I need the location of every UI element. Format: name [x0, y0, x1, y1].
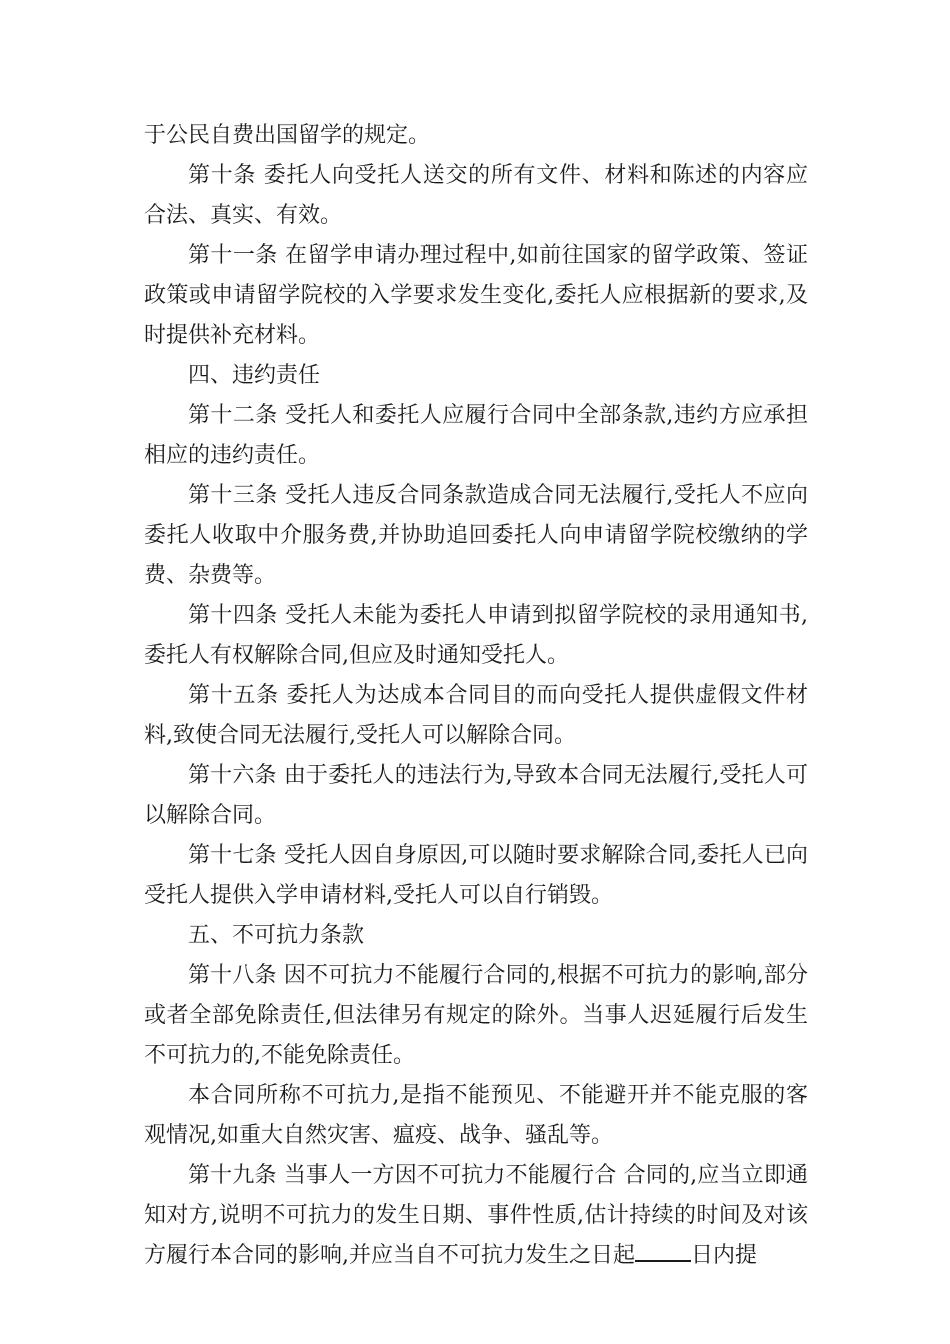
- section-heading-breach-liability: 四、违约责任: [188, 363, 321, 388]
- section-heading-force-majeure: 五、不可抗力条款: [188, 923, 365, 948]
- article-10: 第十条 委托人向受托人送交的所有文件、材料和陈述的内容应合法、真实、有效。: [144, 163, 808, 228]
- paragraph-continuation: 于公民自费出国留学的规定。: [144, 123, 431, 148]
- article-12: 第十二条 受托人和委托人应履行合同中全部条款,违约方应承担相应的违约责任。: [144, 403, 808, 468]
- article-16: 第十六条 由于委托人的违法行为,导致本合同无法履行,受托人可以解除合同。: [144, 763, 808, 828]
- document-page: [144, 116, 808, 1276]
- article-19-text: 第十九条 当事人一方因不可抗力不能履行合 合同的,应当立即通知对方,说明不可抗力的发生日期、事件性质,估计持续的时间及对该方履行本合同的影响,并应当自不可抗力发生之日起: [144, 1163, 808, 1268]
- article-14: 第十四条 受托人未能为委托人申请到拟留学院校的录用通知书,委托人有权解除合同,但应及时通知受托人。: [144, 603, 808, 668]
- article-18: 第十八条 因不可抗力不能履行合同的,根据不可抗力的影响,部分或者全部免除责任,但法律另有规定的除外。当事人迟延履行后发生不可抗力的,不能免除责任。: [144, 963, 808, 1068]
- fill-in-blank: [635, 1240, 691, 1262]
- article-15: 第十五条 委托人为达成本合同目的而向受托人提供虚假文件材料,致使合同无法履行,受托人可以解除合同。: [144, 683, 808, 748]
- article-17: 第十七条 受托人因自身原因,可以随时要求解除合同,委托人已向受托人提供入学申请材料,受托人可以自行销毁。: [144, 843, 808, 908]
- article-19-text-tail: 日内提: [691, 1243, 758, 1268]
- force-majeure-definition: 本合同所称不可抗力,是指不能预见、不能避开并不能克服的客观情况,如重大自然灾害、瘟疫、战争、骚乱等。: [144, 1083, 808, 1148]
- article-19: [144, 1156, 808, 1276]
- article-11: 第十一条 在留学申请办理过程中,如前往国家的留学政策、签证政策或申请留学院校的入学要求发生变化,委托人应根据新的要求,及时提供补充材料。: [144, 243, 808, 348]
- article-13: 第十三条 受托人违反合同条款造成合同无法履行,受托人不应向委托人收取中介服务费,并协助追回委托人向申请留学院校缴纳的学费、杂费等。: [144, 483, 808, 588]
